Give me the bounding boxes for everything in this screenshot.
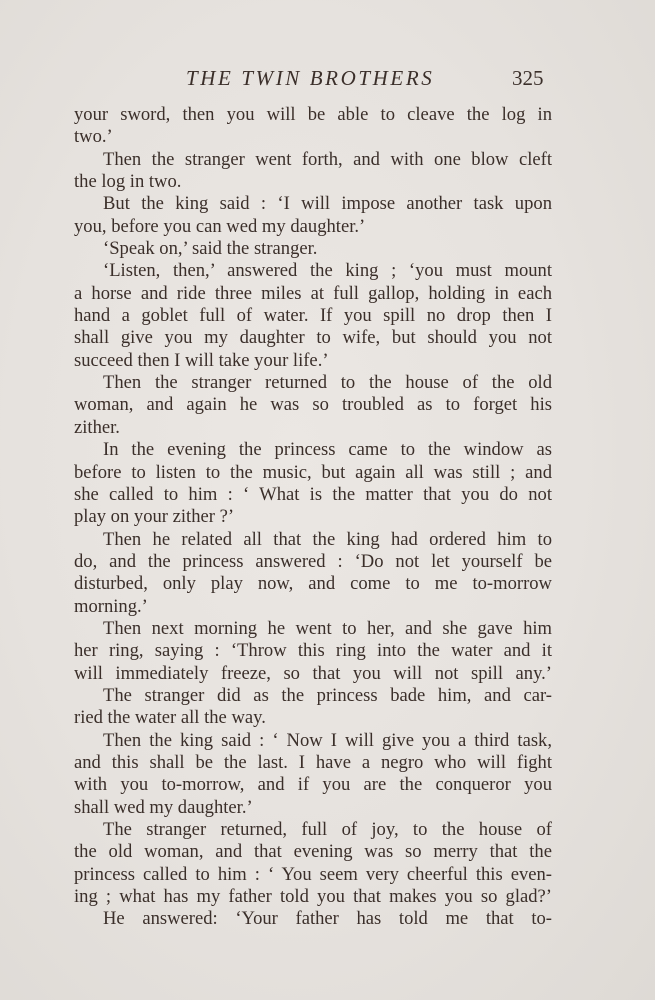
text-line: Then the king said : ‘ Now I will give you a third task, [103, 729, 552, 751]
text-line: do, and the princess answered : ‘Do not let yourself be [74, 550, 552, 572]
text-line: shall wed my daughter.’ [74, 796, 253, 818]
text-line: ing ; what has my father told you that makes you so glad?’ [74, 886, 552, 908]
text-line: ‘Speak on,’ said the stranger. [103, 238, 318, 260]
text-line: Then next morning he went to her, and she gave him [103, 617, 552, 639]
page-number: 325 [512, 66, 544, 90]
text-line: succeed then I will take your life.’ [74, 349, 329, 371]
text-line: her ring, saying : ‘Throw this ring into the water and it [74, 640, 552, 662]
running-head [0, 66, 655, 96]
text-line: and this shall be the last. I have a negro who will fight [74, 751, 552, 773]
text-line: morning.’ [74, 595, 148, 617]
text-line: your sword, then you will be able to cleave the log in [74, 104, 552, 125]
text-line: with you to-morrow, and if you are the conqueror you [74, 774, 552, 796]
text-line: Then the stranger returned to the house of the old [103, 372, 552, 394]
text-line: zither. [74, 416, 120, 438]
text-line: two.’ [74, 126, 113, 148]
text-line: hand a goblet full of water. If you spill no drop then I [74, 305, 552, 327]
text-line: woman, and again he was so troubled as to forget his [74, 394, 552, 416]
text-line: you, before you can wed my daughter.’ [74, 215, 366, 237]
text-line: the old woman, and that evening was so merry that the [74, 841, 552, 863]
text-line: But the king said : ‘I will impose another task upon [103, 193, 552, 215]
text-line: In the evening the princess came to the window as [103, 439, 552, 461]
running-title: THE TWIN BROTHERS [186, 66, 435, 90]
text-line: will immediately freeze, so that you will not spill any.’ [74, 662, 552, 684]
text-line: The stranger returned, full of joy, to the house of [103, 819, 552, 840]
text-line: ‘Listen, then,’ answered the king ; ‘you must mount [103, 260, 552, 282]
text-line: shall give you my daughter to wife, but should you not [74, 327, 552, 349]
body-text [74, 104, 552, 931]
text-line: ried the water all the way. [74, 707, 266, 729]
text-line: before to listen to the music, but again all was still ; and [74, 461, 552, 483]
text-line: Then the stranger went forth, and with one blow cleft [103, 148, 552, 170]
text-line: disturbed, only play now, and come to me to-morrow [74, 573, 552, 595]
text-line: He answered: ‘Your father has told me that to- [103, 908, 552, 930]
text-line: she called to him : ‘ What is the matter that you do not [74, 483, 552, 505]
text-line: play on your zither ?’ [74, 506, 235, 528]
text-line: Then he related all that the king had ordered him to [103, 528, 552, 550]
text-line: the log in two. [74, 171, 182, 193]
text-line: princess called to him : ‘ You seem very cheerful this even- [74, 863, 552, 885]
text-line: The stranger did as the princess bade him, and car- [103, 684, 552, 706]
text-line: a horse and ride three miles at full gallop, holding in each [74, 282, 552, 304]
